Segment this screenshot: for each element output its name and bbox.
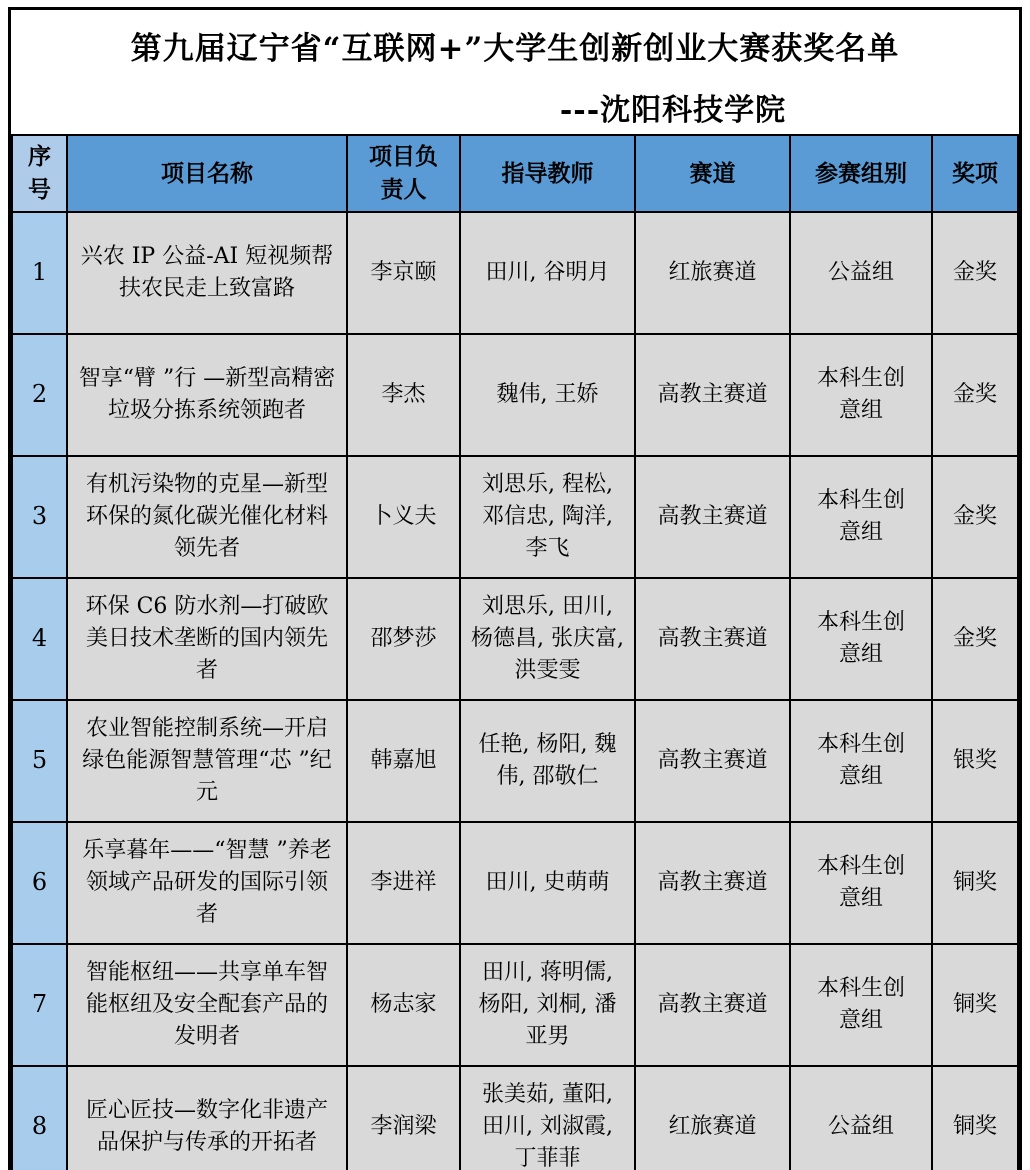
cell-advisors: 田川, 史萌萌: [460, 822, 635, 944]
header-row: [12, 135, 1018, 212]
cell-project: 有机污染物的克星—新型环保的氮化碳光催化材料领先者: [67, 456, 347, 578]
cell-leader: 邵梦莎: [347, 578, 460, 700]
cell-advisors: 田川, 谷明月: [460, 212, 635, 334]
header-project: 项目名称: [67, 135, 347, 212]
table-row: [12, 456, 1018, 578]
cell-advisors: 魏伟, 王娇: [460, 334, 635, 456]
awards-table: [11, 134, 1019, 1170]
cell-group: 本科生创意组: [790, 944, 932, 1066]
header-advisors: 指导教师: [460, 135, 635, 212]
cell-no: 3: [12, 456, 67, 578]
cell-project: 智能枢纽——共享单车智能枢纽及安全配套产品的发明者: [67, 944, 347, 1066]
cell-award: 铜奖: [932, 822, 1018, 944]
cell-advisors: 任艳, 杨阳, 魏伟, 邵敬仁: [460, 700, 635, 822]
cell-project: 智享“臂 ”行 —新型高精密垃圾分拣系统领跑者: [67, 334, 347, 456]
cell-group: 本科生创意组: [790, 456, 932, 578]
cell-leader: 杨志家: [347, 944, 460, 1066]
table-row: [12, 1066, 1018, 1170]
cell-award: 金奖: [932, 456, 1018, 578]
cell-advisors: 刘思乐, 程松, 邓信忠, 陶洋, 李飞: [460, 456, 635, 578]
cell-track: 红旅赛道: [635, 1066, 790, 1170]
cell-leader: 韩嘉旭: [347, 700, 460, 822]
cell-track: 高教主赛道: [635, 334, 790, 456]
cell-no: 2: [12, 334, 67, 456]
cell-no: 5: [12, 700, 67, 822]
table-row: [12, 578, 1018, 700]
cell-group: 本科生创意组: [790, 700, 932, 822]
header-no: 序号: [12, 135, 67, 212]
document-sheet: [8, 7, 1022, 1170]
cell-group: 本科生创意组: [790, 334, 932, 456]
cell-leader: 卜义夫: [347, 456, 460, 578]
cell-group: 公益组: [790, 212, 932, 334]
cell-group: 公益组: [790, 1066, 932, 1170]
cell-track: 高教主赛道: [635, 456, 790, 578]
cell-no: 4: [12, 578, 67, 700]
cell-leader: 李杰: [347, 334, 460, 456]
cell-no: 1: [12, 212, 67, 334]
cell-leader: 李京颐: [347, 212, 460, 334]
table-row: [12, 700, 1018, 822]
cell-track: 高教主赛道: [635, 578, 790, 700]
cell-project: 环保 C6 防水剂—打破欧美日技术垄断的国内领先者: [67, 578, 347, 700]
cell-leader: 李进祥: [347, 822, 460, 944]
cell-no: 7: [12, 944, 67, 1066]
table-row: [12, 944, 1018, 1066]
cell-track: 高教主赛道: [635, 700, 790, 822]
document-title: 第九届辽宁省“互联网+”大学生创新创业大赛获奖名单: [130, 31, 900, 67]
cell-award: 金奖: [932, 334, 1018, 456]
cell-leader: 李润梁: [347, 1066, 460, 1170]
cell-group: 本科生创意组: [790, 578, 932, 700]
header-leader: 项目负责人: [347, 135, 460, 212]
cell-advisors: 张美茹, 董阳, 田川, 刘淑霞, 丁菲菲: [460, 1066, 635, 1170]
cell-award: 金奖: [932, 578, 1018, 700]
cell-group: 本科生创意组: [790, 822, 932, 944]
cell-award: 铜奖: [932, 1066, 1018, 1170]
document-subtitle: ---沈阳科技学院: [559, 93, 787, 128]
cell-advisors: 刘思乐, 田川, 杨德昌, 张庆富, 洪雯雯: [460, 578, 635, 700]
cell-track: 高教主赛道: [635, 944, 790, 1066]
cell-award: 金奖: [932, 212, 1018, 334]
table-row: [12, 334, 1018, 456]
table-row: [12, 822, 1018, 944]
title-block: [11, 10, 1019, 134]
header-group: 参赛组别: [790, 135, 932, 212]
cell-no: 6: [12, 822, 67, 944]
cell-award: 铜奖: [932, 944, 1018, 1066]
table-row: [12, 212, 1018, 334]
cell-project: 兴农 IP 公益-AI 短视频帮扶农民走上致富路: [67, 212, 347, 334]
table-body: [12, 212, 1018, 1170]
cell-no: 8: [12, 1066, 67, 1170]
header-award: 奖项: [932, 135, 1018, 212]
cell-project: 农业智能控制系统—开启绿色能源智慧管理“芯 ”纪元: [67, 700, 347, 822]
cell-track: 红旅赛道: [635, 212, 790, 334]
cell-award: 银奖: [932, 700, 1018, 822]
header-track: 赛道: [635, 135, 790, 212]
table-header: [12, 135, 1018, 212]
cell-project: 乐享暮年——“智慧 ”养老领域产品研发的国际引领者: [67, 822, 347, 944]
cell-track: 高教主赛道: [635, 822, 790, 944]
cell-project: 匠心匠技—数字化非遗产品保护与传承的开拓者: [67, 1066, 347, 1170]
cell-advisors: 田川, 蒋明儒, 杨阳, 刘桐, 潘亚男: [460, 944, 635, 1066]
